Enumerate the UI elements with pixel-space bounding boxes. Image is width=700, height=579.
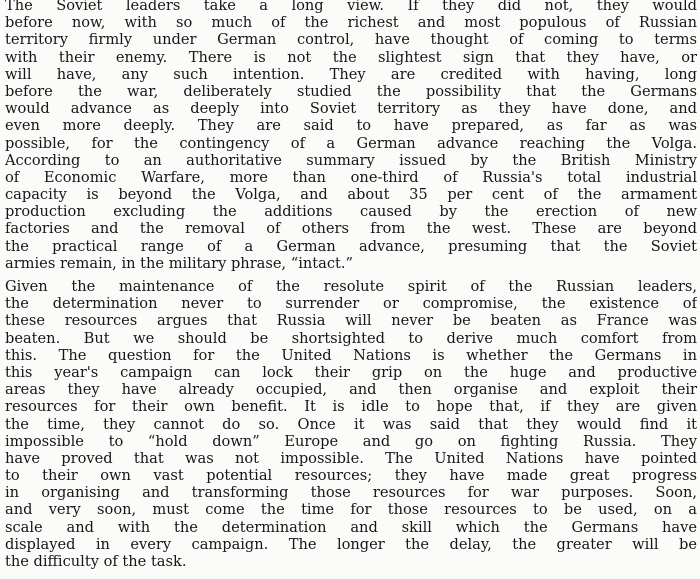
paragraph-1 [5,0,697,272]
text-line: will have, any such intention. They are credited with having, long [5,65,697,83]
text-line: and very soon, must come the time for those resources to be used, on a [5,501,697,519]
text-line: before now, with so much of the richest and most populous of Russian [5,14,697,32]
text-line: in organising and transforming those resources for war purposes. Soon, [5,484,697,502]
paragraph-2 [5,278,697,570]
text-line: this year's campaign can lock their grip on the huge and productive [5,363,697,381]
text-line: have proved that was not impossible. The United Nations have pointed [5,449,697,467]
text-line: Given the maintenance of the resolute spirit of the Russian leaders, [5,278,697,295]
text-line: armies remain, in the military phrase, “intact.” [5,254,354,272]
text-line: territory firmly under German control, have thought of coming to terms [5,31,697,49]
text-line: this. The question for the United Nations is whether the Germans in [5,346,697,364]
text-line: the determination never to surrender or compromise, the existence of [5,295,697,313]
text-line: before the war, deliberately studied the possibility that the Germans [5,82,697,100]
text-line: factories and the removal of others from the west. These are beyond [5,220,697,238]
text-line: areas they have already occupied, and then organise and exploit their [5,381,697,399]
text-line: possible, for the contingency of a German advance reaching the Volga. [5,134,697,152]
text-line: displayed in every campaign. The longer the delay, the greater will be [5,535,697,553]
article-column [5,0,697,570]
text-line: capacity is beyond the Volga, and about 35 per cent of the armament [5,186,697,204]
text-line: the difficulty of the task. [5,553,187,570]
text-line: scale and with the determination and skill which the Germans have [5,518,697,536]
text-line: even more deeply. They are said to have prepared, as far as was [5,117,697,135]
text-line: impossible to “hold down” Europe and go on fighting Russia. They [5,432,697,450]
text-line: of Economic Warfare, more than one-third of Russia's total industrial [5,168,697,186]
text-line: the practical range of a German advance, presuming that the Soviet [5,237,697,255]
text-line: these resources argues that Russia will never be beaten as France was [5,312,697,330]
text-line: According to an authoritative summary issued by the British Ministry [5,151,697,169]
text-line: with their enemy. There is not the slightest sign that they have, or [5,48,697,66]
text-line: The Soviet leaders take a long view. If they did not, they would [5,0,697,14]
text-line: resources for their own benefit. It is idle to hope that, if they are given [5,398,697,416]
text-line: the time, they cannot do so. Once it was said that they would find it [5,415,697,433]
text-line: would advance as deeply into Soviet territory as they have done, and [5,100,697,118]
text-line: beaten. But we should be shortsighted to derive much comfort from [5,329,697,347]
text-line: production excluding the additions caused by the erection of new [5,203,697,221]
text-line: to their own vast potential resources; they have made great progress [5,467,697,485]
